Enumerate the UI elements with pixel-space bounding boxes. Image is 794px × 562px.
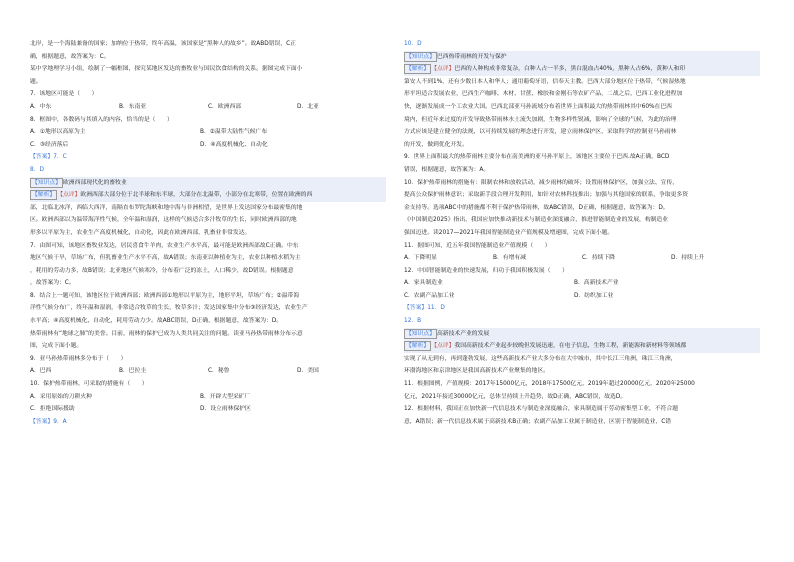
knowledge-label: 【知识点】 <box>406 330 435 337</box>
question-11-options <box>404 252 760 265</box>
text-line: 水平高；④高度机械化、自动化，耗用劳动力少。故ABC错误，D正确，根据题意，故答案为：D。 <box>30 318 283 325</box>
text-line: 方式应该是建立健全的法规，以可持续发展的理念进行开发，建立雨林保护区，采取科学的控制亚马孙雨林 <box>404 129 677 136</box>
option: A．采用原始的刀耕火种 <box>30 393 92 400</box>
option: D．设立雨林保护区 <box>200 406 251 413</box>
analysis-text: 欧洲西部大部分位于北半球和东半球，大部分在北温带，小部分在北寒带，位置在欧洲的西 <box>80 192 313 199</box>
question-8-options-b <box>30 139 386 152</box>
option: A．①地形以高原为主 <box>30 129 86 136</box>
text-line: 亿元，2021年接近30000亿元，总体呈持续上升趋势，故D正确，ABC错误，故选D。 <box>404 393 627 400</box>
text-line: 意，A错误；新一代信息技术属于高新技术B正确；农副产品加工业属于制造业，区别于智能制造业，C错 <box>404 418 672 425</box>
question-7-options <box>30 101 386 114</box>
question-8-options-a <box>30 126 386 139</box>
text-line: 确，根据题意，故答案为：C。 <box>30 53 110 60</box>
answer-8: 8．D <box>30 166 44 173</box>
right-column <box>404 38 760 428</box>
option: C．持续下降 <box>582 255 616 262</box>
question-10: 10．保护热带雨林，可采取的措施有（ ） <box>30 381 148 388</box>
analysis-line <box>404 63 760 76</box>
text-line: 11．根据图例，产值规模：2017年15000亿元，2018年17500亿元，2019年超过20000亿元，2020年25000 <box>404 381 695 388</box>
option: C．欧洲西部 <box>208 103 242 110</box>
text-line: 7．由图可知，该地区畜牧业发达，居民喜食牛羊肉，农业生产水平高，最可能是欧洲西部故C正确。中东 <box>30 242 299 249</box>
analysis-text: 巴西的人种构成非常复杂，白种人占一半多，黑白混血占40%，黑种人占6%，黄种人和印 <box>454 66 686 73</box>
text-line: 热带雨林有“地球之肺”的美誉。目前，雨林的保护已成为人类共同关注的问题。读亚马孙热带雨林分布示意 <box>30 330 303 337</box>
answer-12: 12．B <box>404 318 422 325</box>
comment-label: 【点评】 <box>57 192 81 199</box>
question-10-options-a <box>30 391 386 404</box>
answer-10: 10．D <box>404 41 422 47</box>
option: C．拒绝国际援助 <box>30 406 75 413</box>
text-line: 12．根据材料，我国正在加快新一代信息技术与制造业深度融合，家具制造属于劳动密集型工业，不符合题 <box>404 406 679 413</box>
option: C．③经济落后 <box>30 141 69 148</box>
comment-label: 【点评】 <box>431 66 455 73</box>
question-9-options <box>30 365 386 378</box>
text-line: 题。 <box>30 78 42 85</box>
text-line: 第安人不到1%，还有少数日本人和华人；通用葡萄牙语，信奉天主教。巴西大部分地区位于热带，气候湿热地 <box>404 78 686 85</box>
option: D．④高度机械化、自动化 <box>200 141 268 148</box>
text-line: 实现了从无到有，再到蓬勃发展，这些高新技术产业大多分布在大中城市，其中长江三角洲，珠江三角洲， <box>404 355 677 362</box>
text-line: 9．世界上面积最大的热带雨林主要分布在南美洲的亚马孙平原上，该地区主要位于巴西.故A正确，BCD <box>404 154 670 161</box>
comment-label: 【点评】 <box>431 343 455 350</box>
question-10-options-b <box>30 403 386 416</box>
question-12-options-b <box>404 290 760 303</box>
knowledge-text: 欧洲西部现代化的畜牧业 <box>63 179 127 186</box>
question-7: 7．该地区可能是（ ） <box>30 91 98 98</box>
text-line: 快，逐渐发展成一个工农业大国。巴西北部亚马孙流域分布着世界上面积最大的热带雨林其中60%在巴西 <box>404 103 672 110</box>
option: A．中东 <box>30 103 52 110</box>
answer-9: 【答案】9．A <box>30 418 67 425</box>
option: B．高新技术产业 <box>574 280 619 287</box>
option: C．秘鲁 <box>208 368 230 375</box>
text-line: 区。欧洲西部以为温带海洋性气候，全年温和湿润，这样的气候适合多汁牧草的生长，同时欧洲西部的地 <box>30 217 297 224</box>
question-12: 12．中国智能制造业的快速发展，归功于我国积极发展（ ） <box>404 267 568 274</box>
text-line: 错误，根据题意，故答案为：A。 <box>404 166 490 173</box>
analysis-line <box>404 340 760 353</box>
text-line: 提高公众保护雨林意识；采取新手段合理开发利用，如针对农林科技推出；加强与其他国家的联系，争取更多资 <box>404 192 689 199</box>
text-line: 10．保护热带雨林的措施有：限制农林和放收活动，减少雨林的破坏；设置雨林保护区，加强立法、宣传， <box>404 179 679 186</box>
knowledge-label: 【知识点】 <box>406 53 435 60</box>
text-line: ，耗用的劳动力多，故B错误；北亚地区气候寒冷，分布着广泛的冻土，人口稀少，故D错误。根据题意 <box>30 267 294 274</box>
option: B．巴拉圭 <box>119 368 147 375</box>
text-line: 环渤海地区和京津地区是我国高新技术产业聚集的地区。 <box>404 368 549 375</box>
option: D．纺织加工业 <box>574 292 614 299</box>
analysis-label: 【解析】 <box>32 192 56 199</box>
text-line: 某中学地理学习小组，绘制了一幅框图，探究某地区发达的畜牧业与国民饮食结构的关系。据图完成下面小 <box>30 66 303 73</box>
option: D．北亚 <box>297 103 319 110</box>
text-line: 北岸，是一个海陆兼备的国家；加纳位于热带，终年高温，该国家是“黑种人的故乡”。故ABD错误，C正 <box>30 41 296 47</box>
text-line: ，故答案为：C。 <box>30 280 75 287</box>
analysis-line <box>30 189 386 202</box>
text-line: 强国迈进。读2017—2021年我国智能制造业产值规模及增速图，完成下面小题。 <box>404 229 614 236</box>
analysis-text: 我国高新技术产业起步较晚但发展迅速，在电子信息，生物工程，新能源和新材料等领域都 <box>454 343 687 350</box>
option: D．美国 <box>297 368 319 375</box>
text-line: 金支持等。选项ABC中的措施都不利于保护热带雨林，故ABC错误，D正确，根据题意，故答案为：D。 <box>404 204 669 211</box>
knowledge-point <box>404 51 760 64</box>
option: A．巴西 <box>30 368 52 375</box>
knowledge-label: 【知识点】 <box>32 179 61 186</box>
knowledge-text: 巴西热带雨林的开发与保护 <box>437 53 507 60</box>
knowledge-point <box>404 328 760 341</box>
analysis-label: 【解析】 <box>406 343 430 350</box>
text-line: 部，北临北冰洋，西临大西洋，南隔直布罗陀海峡和地中海与非洲相望，是世界上发达国家分布最密集的地 <box>30 204 303 211</box>
question-11: 11．据图可知，近五年我国智能制造业产值规模（ ） <box>404 242 551 249</box>
knowledge-point <box>30 177 386 190</box>
option: D．持续上升 <box>671 255 705 262</box>
left-column <box>30 38 386 428</box>
text-line: 图，完成下面小题。 <box>30 343 83 350</box>
option: A．家具制造业 <box>404 280 443 287</box>
option: B．②温带大陆性气候广布 <box>200 129 268 136</box>
analysis-label: 【解析】 <box>406 66 430 73</box>
option: A．下降明显 <box>404 255 437 262</box>
option: B．有增有减 <box>493 255 526 262</box>
text-line: 的开发，做到优化开发。 <box>404 141 468 148</box>
text-line: 形多以平原为主，农业生产高度机械化，自动化，因此在欧洲西部，乳畜业非常发达。 <box>30 229 251 236</box>
text-line: 境内，但近年来过度的开发导致热带雨林水土流失加剧，生物多样性锐减，影响了全球的气候，为此的治理 <box>404 116 677 123</box>
text-line: 地区气候干旱，草场广布，但乳畜业生产水平不高，故A错误；东南亚以种植业为主，农业以种植水稻为主 <box>30 255 301 262</box>
option: B．东南亚 <box>119 103 147 110</box>
question-12-options-a <box>404 277 760 290</box>
knowledge-text: 高新技术产业的发展 <box>437 330 490 337</box>
text-line: 洋性气候分布广，终年温和湿润，非常适合牧草的生长，牧草多汁；发达国家集中分布③经济发达，农业生产 <box>30 305 308 312</box>
answer-11: 【答案】11．D <box>404 305 445 312</box>
option: C．农副产品加工业 <box>404 292 455 299</box>
text-line: 8．结合上一题可知，该地区位于欧洲西部；欧洲西部①地形以平原为主，地形平坦，草场广布；②温带海 <box>30 292 300 299</box>
question-8: 8．框图中，各数码与其填入的内容，恰当的是（ ） <box>30 116 173 123</box>
option: B．开辟大型采矿厂 <box>200 393 251 400</box>
answer-7: 【答案】7．C <box>30 154 67 161</box>
text-line: 形平坦适合发展农业，巴西生产咖啡、木材、甘蔗、橡胶和金刚石等农矿产品，二战之后，巴西工业化进程加 <box>404 91 683 98</box>
question-9: 9．亚马孙热带雨林多分布于（ ） <box>30 355 127 362</box>
text-line: 《中国制造2025》指出，我国应加快推动新技术与制造业深度融合，推进智能制造业的发展，构制造业 <box>404 217 669 224</box>
